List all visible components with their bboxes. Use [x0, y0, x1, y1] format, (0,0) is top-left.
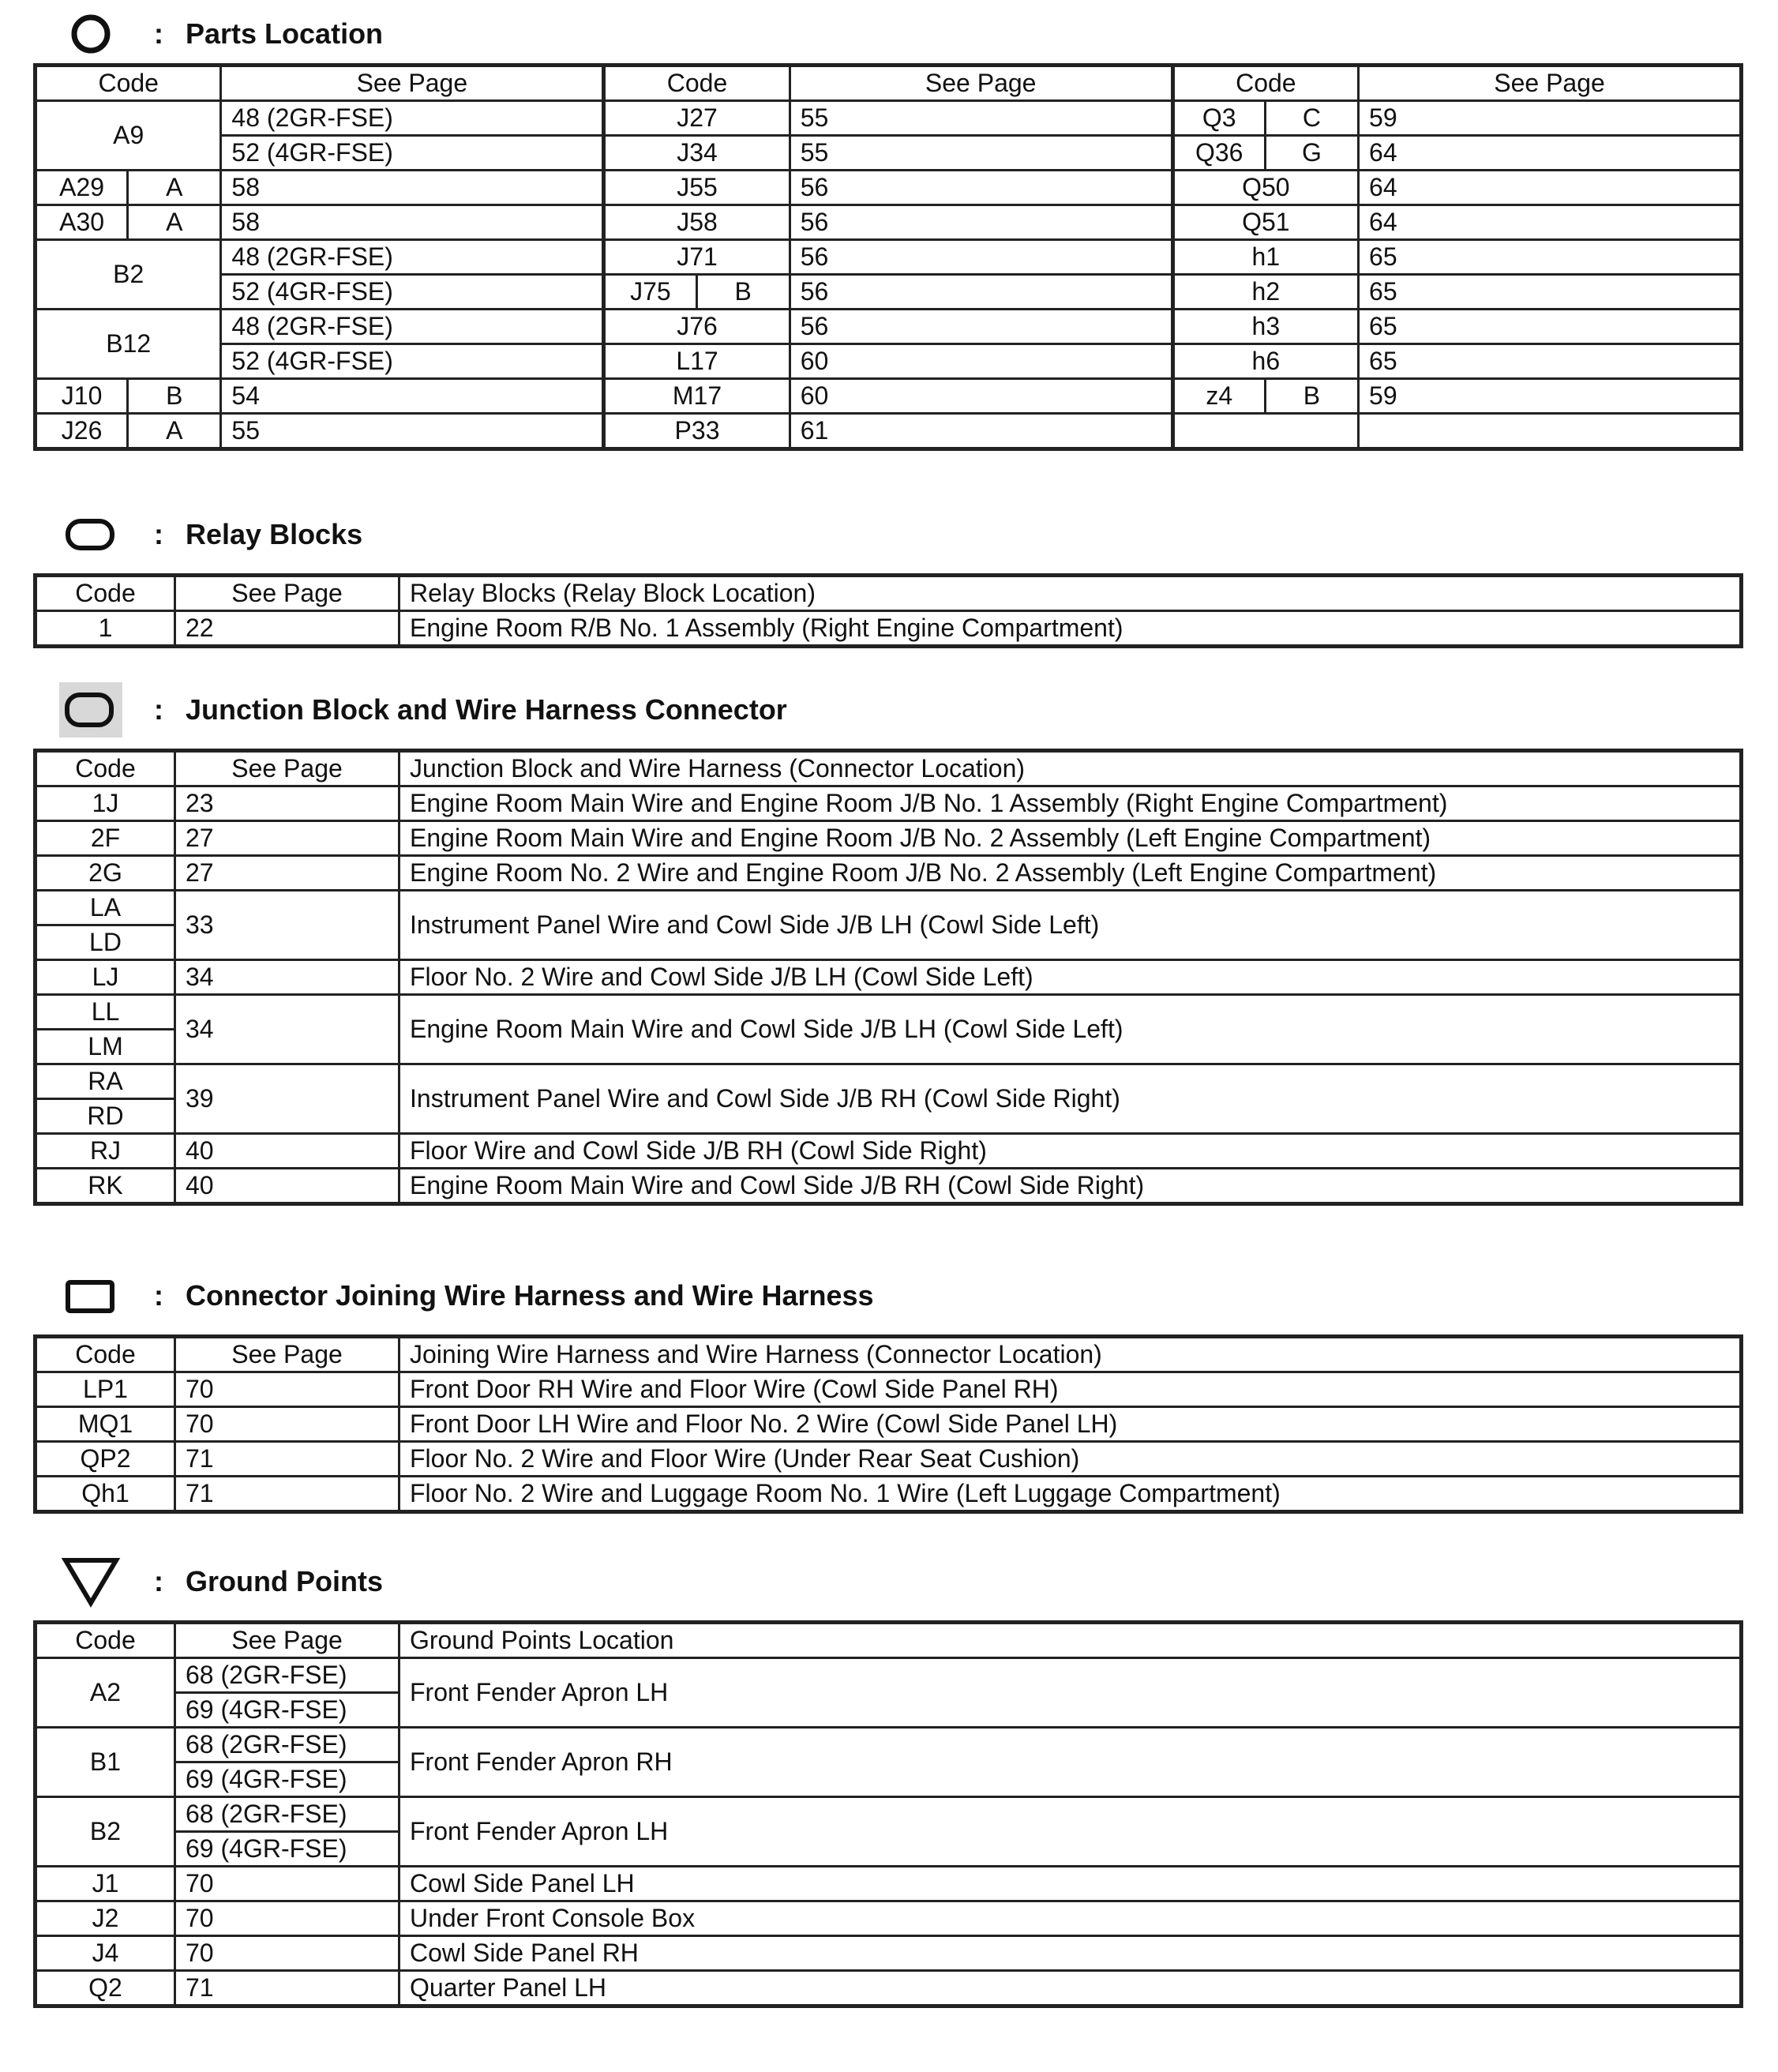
description-cell: Floor No. 2 Wire and Floor Wire (Under Rear Seat Cushion)	[399, 1442, 1742, 1477]
colon: :	[154, 1279, 163, 1312]
colon: :	[154, 518, 163, 550]
page-cell: 34	[175, 960, 399, 995]
page-cell: 61	[790, 414, 1172, 449]
header-see-page: See Page	[175, 751, 399, 786]
page-cell: 71	[175, 1477, 399, 1512]
page-cell: 70	[175, 1867, 399, 1901]
table-row	[36, 995, 1742, 1030]
page-cell: 64	[1359, 171, 1742, 205]
table-row	[36, 1372, 1742, 1407]
description-cell: Front Fender Apron LH	[399, 1797, 1742, 1867]
code-cell: h3	[1172, 310, 1358, 344]
header-see-page: See Page	[221, 66, 604, 101]
header-see-page: See Page	[1359, 66, 1742, 101]
page-cell: 68 (2GR-FSE)	[175, 1797, 399, 1832]
header-see-page: See Page	[175, 1337, 399, 1372]
header-description: Ground Points Location	[399, 1623, 1742, 1658]
table-row	[36, 1728, 1742, 1762]
colon: :	[154, 693, 163, 726]
page-cell: 59	[1359, 379, 1742, 414]
code-cell: 2G	[36, 856, 175, 891]
sub-code-cell: G	[1265, 136, 1358, 171]
table-header-row	[36, 1623, 1742, 1658]
page-cell: 58	[221, 171, 604, 205]
description-cell: Engine Room No. 2 Wire and Engine Room J/B No. 2 Assembly (Left Engine Compartment)	[399, 856, 1742, 891]
page-cell: 48 (2GR-FSE)	[221, 101, 604, 136]
connector-joining-heading	[59, 1268, 874, 1323]
table-row	[36, 205, 1742, 240]
table-row	[36, 1442, 1742, 1477]
description-cell: Floor No. 2 Wire and Luggage Room No. 1 Wire (Left Luggage Compartment)	[399, 1477, 1742, 1512]
connector-joining-table	[33, 1334, 1743, 1514]
code-cell: RD	[36, 1099, 175, 1134]
code-cell: z4	[1172, 379, 1265, 414]
page-cell: 60	[790, 379, 1172, 414]
header-code: Code	[1172, 66, 1358, 101]
code-cell: LJ	[36, 960, 175, 995]
code-cell: A2	[36, 1658, 175, 1728]
page-cell: 69 (4GR-FSE)	[175, 1832, 399, 1867]
code-cell: LA	[36, 891, 175, 925]
page-cell: 48 (2GR-FSE)	[221, 310, 604, 344]
circle-icon	[59, 6, 122, 62]
colon: :	[154, 17, 163, 50]
code-cell: MQ1	[36, 1407, 175, 1442]
header-description: Junction Block and Wire Harness (Connector Location)	[399, 751, 1742, 786]
header-code: Code	[36, 576, 175, 611]
description-cell: Front Door LH Wire and Floor No. 2 Wire (Cowl Side Panel LH)	[399, 1407, 1742, 1442]
code-cell: B1	[36, 1728, 175, 1797]
parts-location-table	[33, 63, 1743, 451]
section-title: Junction Block and Wire Harness Connector	[186, 693, 787, 726]
sub-code-cell: B	[1265, 379, 1358, 414]
code-cell: M17	[604, 379, 790, 414]
code-cell: J34	[604, 136, 790, 171]
code-cell: h2	[1172, 275, 1358, 310]
section-title: Relay Blocks	[186, 518, 363, 550]
table-row	[36, 1971, 1742, 2006]
table-row	[36, 786, 1742, 821]
table-row	[36, 1477, 1742, 1512]
page-cell: 56	[790, 240, 1172, 275]
page-cell: 69 (4GR-FSE)	[175, 1693, 399, 1728]
table-row	[36, 1407, 1742, 1442]
page-cell: 52 (4GR-FSE)	[221, 344, 604, 379]
sub-code-cell: A	[128, 414, 221, 449]
page-cell: 70	[175, 1372, 399, 1407]
junction-block-table	[33, 749, 1743, 1206]
sub-code-cell: B	[696, 275, 790, 310]
page-cell: 40	[175, 1134, 399, 1169]
code-cell: P33	[604, 414, 790, 449]
empty-cell	[1172, 414, 1358, 449]
code-cell: h1	[1172, 240, 1358, 275]
page-cell: 52 (4GR-FSE)	[221, 275, 604, 310]
page-cell: 70	[175, 1407, 399, 1442]
page-cell: 56	[790, 275, 1172, 310]
code-cell: B2	[36, 240, 221, 310]
page-cell: 70	[175, 1936, 399, 1971]
code-cell: J76	[604, 310, 790, 344]
code-cell: LD	[36, 925, 175, 960]
section-title: Parts Location	[186, 17, 384, 50]
rounded-rect-icon	[59, 507, 122, 562]
page-cell: 55	[790, 136, 1172, 171]
page-cell: 39	[175, 1064, 399, 1134]
code-cell: J55	[604, 171, 790, 205]
description-cell: Cowl Side Panel RH	[399, 1936, 1742, 1971]
sub-code-cell: B	[128, 379, 221, 414]
header-see-page: See Page	[175, 576, 399, 611]
code-cell: 2F	[36, 821, 175, 856]
relay-blocks-table	[33, 573, 1743, 648]
table-row	[36, 414, 1742, 449]
page-cell: 52 (4GR-FSE)	[221, 136, 604, 171]
code-cell: L17	[604, 344, 790, 379]
code-cell: LM	[36, 1030, 175, 1064]
triangle-icon	[59, 1554, 122, 1609]
table-row	[36, 1797, 1742, 1832]
code-cell: J27	[604, 101, 790, 136]
page-cell: 54	[221, 379, 604, 414]
page-cell: 70	[175, 1901, 399, 1936]
page-cell: 58	[221, 205, 604, 240]
header-code: Code	[36, 1623, 175, 1658]
page-cell: 27	[175, 821, 399, 856]
sub-code-cell: C	[1265, 101, 1358, 136]
table-row	[36, 136, 1742, 171]
code-cell: J26	[36, 414, 128, 449]
code-cell: J71	[604, 240, 790, 275]
header-description: Joining Wire Harness and Wire Harness (Connector Location)	[399, 1337, 1742, 1372]
table-row	[36, 240, 1742, 275]
description-cell: Front Door RH Wire and Floor Wire (Cowl Side Panel RH)	[399, 1372, 1742, 1407]
parts-location-heading	[59, 6, 383, 62]
page-cell: 65	[1359, 240, 1742, 275]
header-see-page: See Page	[790, 66, 1172, 101]
sub-code-cell: A	[128, 171, 221, 205]
code-cell: J10	[36, 379, 128, 414]
description-cell: Quarter Panel LH	[399, 1971, 1742, 2006]
page-cell: 40	[175, 1169, 399, 1204]
page-cell: 55	[221, 414, 604, 449]
description-cell: Engine Room Main Wire and Cowl Side J/B LH (Cowl Side Left)	[399, 995, 1742, 1064]
table-row	[36, 856, 1742, 891]
code-cell: J75	[604, 275, 696, 310]
code-cell: LP1	[36, 1372, 175, 1407]
page-cell: 22	[175, 611, 399, 647]
page-cell: 64	[1359, 205, 1742, 240]
code-cell: A30	[36, 205, 128, 240]
description-cell: Under Front Console Box	[399, 1901, 1742, 1936]
table-row	[36, 275, 1742, 310]
code-cell: Q2	[36, 1971, 175, 2006]
table-row	[36, 1901, 1742, 1936]
code-cell: J4	[36, 1936, 175, 1971]
table-row	[36, 310, 1742, 344]
page-cell: 65	[1359, 275, 1742, 310]
section-title: Connector Joining Wire Harness and Wire Harness	[186, 1279, 874, 1312]
code-cell: J1	[36, 1867, 175, 1901]
empty-cell	[1359, 414, 1742, 449]
ground-points-table	[33, 1620, 1743, 2008]
description-cell: Engine Room Main Wire and Engine Room J/B No. 2 Assembly (Left Engine Compartment)	[399, 821, 1742, 856]
table-header-row	[36, 1337, 1742, 1372]
table-row	[36, 1169, 1742, 1204]
page-cell: 64	[1359, 136, 1742, 171]
header-code: Code	[604, 66, 790, 101]
table-row	[36, 101, 1742, 136]
description-cell: Cowl Side Panel LH	[399, 1867, 1742, 1901]
code-cell: RK	[36, 1169, 175, 1204]
page-cell: 27	[175, 856, 399, 891]
page-cell: 69 (4GR-FSE)	[175, 1762, 399, 1797]
page-cell: 55	[790, 101, 1172, 136]
page-cell: 59	[1359, 101, 1742, 136]
description-cell: Instrument Panel Wire and Cowl Side J/B LH (Cowl Side Left)	[399, 891, 1742, 960]
header-code: Code	[36, 66, 221, 101]
description-cell: Engine Room Main Wire and Engine Room J/B No. 1 Assembly (Right Engine Compartment)	[399, 786, 1742, 821]
page-cell: 65	[1359, 310, 1742, 344]
code-cell: J58	[604, 205, 790, 240]
page-cell: 48 (2GR-FSE)	[221, 240, 604, 275]
page-cell: 23	[175, 786, 399, 821]
code-cell: 1	[36, 611, 175, 647]
description-cell: Engine Room Main Wire and Cowl Side J/B RH (Cowl Side Right)	[399, 1169, 1742, 1204]
page-cell: 71	[175, 1442, 399, 1477]
code-cell: Q50	[1172, 171, 1358, 205]
code-cell: B12	[36, 310, 221, 379]
code-cell: A9	[36, 101, 221, 171]
shaded-rounded-rect-icon	[59, 682, 122, 738]
table-row	[36, 611, 1742, 647]
table-row	[36, 1867, 1742, 1901]
table-header-row	[36, 66, 1742, 101]
section-title: Ground Points	[186, 1565, 383, 1597]
page-cell: 68 (2GR-FSE)	[175, 1658, 399, 1693]
table-header-row	[36, 576, 1742, 611]
table-row	[36, 1134, 1742, 1169]
code-cell: LL	[36, 995, 175, 1030]
table-row	[36, 379, 1742, 414]
page-cell: 68 (2GR-FSE)	[175, 1728, 399, 1762]
table-header-row	[36, 751, 1742, 786]
table-row	[36, 1936, 1742, 1971]
header-description: Relay Blocks (Relay Block Location)	[399, 576, 1742, 611]
page-cell: 56	[790, 310, 1172, 344]
table-row	[36, 821, 1742, 856]
ground-points-heading	[59, 1554, 383, 1609]
description-cell: Front Fender Apron LH	[399, 1658, 1742, 1728]
table-row	[36, 1064, 1742, 1099]
description-cell: Floor No. 2 Wire and Cowl Side J/B LH (Cowl Side Left)	[399, 960, 1742, 995]
relay-blocks-heading	[59, 507, 362, 562]
code-cell: RA	[36, 1064, 175, 1099]
description-cell: Front Fender Apron RH	[399, 1728, 1742, 1797]
table-row	[36, 171, 1742, 205]
description-cell: Floor Wire and Cowl Side J/B RH (Cowl Side Right)	[399, 1134, 1742, 1169]
sub-code-cell: A	[128, 205, 221, 240]
code-cell: Q36	[1172, 136, 1265, 171]
code-cell: A29	[36, 171, 128, 205]
description-cell: Instrument Panel Wire and Cowl Side J/B RH (Cowl Side Right)	[399, 1064, 1742, 1134]
code-cell: 1J	[36, 786, 175, 821]
code-cell: Qh1	[36, 1477, 175, 1512]
code-cell: RJ	[36, 1134, 175, 1169]
table-row	[36, 1658, 1742, 1693]
code-cell: J2	[36, 1901, 175, 1936]
page-cell: 71	[175, 1971, 399, 2006]
header-see-page: See Page	[175, 1623, 399, 1658]
page-cell: 60	[790, 344, 1172, 379]
page-cell: 65	[1359, 344, 1742, 379]
page-cell: 33	[175, 891, 399, 960]
table-row	[36, 960, 1742, 995]
table-row	[36, 344, 1742, 379]
page-cell: 56	[790, 171, 1172, 205]
colon: :	[154, 1565, 163, 1597]
code-cell: Q3	[1172, 101, 1265, 136]
header-code: Code	[36, 1337, 175, 1372]
header-code: Code	[36, 751, 175, 786]
page-cell: 56	[790, 205, 1172, 240]
code-cell: h6	[1172, 344, 1358, 379]
junction-block-heading	[59, 682, 787, 738]
code-cell: Q51	[1172, 205, 1358, 240]
table-row	[36, 891, 1742, 925]
page-cell: 34	[175, 995, 399, 1064]
rectangle-icon	[59, 1268, 122, 1323]
description-cell: Engine Room R/B No. 1 Assembly (Right Engine Compartment)	[399, 611, 1742, 647]
code-cell: QP2	[36, 1442, 175, 1477]
code-cell: B2	[36, 1797, 175, 1867]
